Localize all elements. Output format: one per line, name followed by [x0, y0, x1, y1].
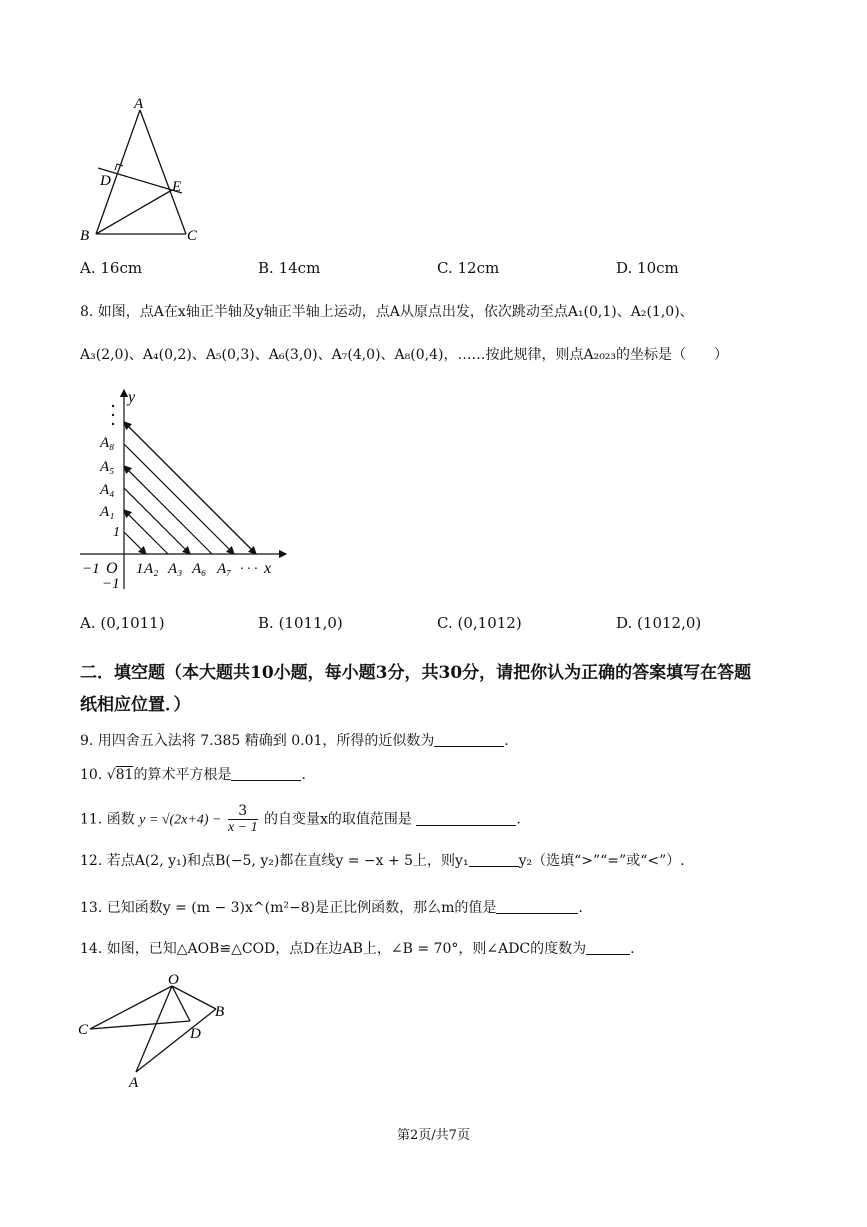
q8-option-a[interactable] [80, 614, 165, 632]
label-c: C [78, 1022, 89, 1038]
x-ellipsis: · · · [240, 562, 258, 577]
point-a6: A₆ [192, 561, 207, 577]
section-heading-line-1: 二．填空题（本大题共10小题，每小题3分，共30分，请把你认为正确的答案填写在答题 [80, 663, 752, 683]
question-12 [80, 850, 685, 870]
q14-answer-blank[interactable] [586, 940, 630, 955]
q12-text: 12. 若点A(2, y₁)和点B(−5, y₂)都在直线y = −x + 5上，则y₁ [80, 853, 469, 869]
q9-text: 9. 用四舍五入法将 7.385 精确到 0.01，所得的近似数为 [80, 733, 435, 749]
question-13 [80, 897, 583, 917]
label-e: E [172, 179, 182, 195]
q7-option-b[interactable] [258, 259, 320, 277]
option-letter: C. [437, 614, 453, 632]
q8-line-2: A₃(2,0)、A₄(0,2)、A₅(0,3)、A₆(3,0)、A₇(4,0)、A₈(0,4)，……按此规律，则点A₂₀₂₃的坐标是（ ） [80, 347, 729, 363]
q7-option-c[interactable] [437, 259, 499, 277]
option-text: 14cm [278, 259, 321, 277]
q8-option-d[interactable] [616, 614, 701, 632]
q14-text: 14. 如图，已知△AOB≌△COD，点D在边AB上，∠B = 70°，则∠ADC的度数为 [80, 941, 587, 957]
q11-fraction-denominator: x − 1 [227, 820, 258, 835]
point-a8: A₈ [100, 435, 115, 451]
q8-option-c[interactable] [437, 614, 522, 632]
q13-text: 13. 已知函数y = (m − 3)x^(m²−8)是正比例函数，那么m的值是 [80, 900, 497, 916]
point-a3: A₃ [168, 561, 183, 577]
option-letter: C. [437, 259, 453, 277]
q10-number: 10. [80, 767, 103, 783]
y-tick-1: 1 [113, 525, 120, 540]
q11-fraction [228, 803, 258, 836]
label-a: A [129, 1075, 139, 1090]
origin-label: O [106, 560, 118, 577]
q11-fraction-numerator: 3 [228, 803, 258, 820]
q13-end: . [578, 900, 583, 916]
option-text: (1012,0) [637, 614, 702, 632]
q12-answer-blank[interactable] [469, 852, 519, 867]
sqrt-symbol: √ [106, 767, 116, 783]
neg-y-label: −1 [102, 576, 120, 592]
q12-text-end: y₂（选填“>”“=”或“<”）. [518, 853, 685, 869]
x-tick-1: 1 [136, 561, 144, 577]
q9-end: . [504, 733, 509, 749]
y-axis-label: y [128, 389, 136, 406]
q11-end: . [516, 811, 521, 828]
label-o: O [168, 972, 179, 988]
label-c: C [187, 228, 198, 244]
option-text: (0,1012) [457, 614, 522, 632]
point-a1: A₁ [100, 504, 115, 520]
label-b: B [215, 1004, 225, 1020]
q10-answer-blank[interactable] [231, 766, 301, 781]
option-letter: B. [258, 259, 274, 277]
q11-expression: y = √(2x+4) − [139, 812, 222, 828]
q11-text: 的自变量x的取值范围是 [264, 811, 412, 828]
triangle-figure-q7 [76, 92, 206, 247]
point-a4: A₄ [100, 482, 115, 498]
coordinate-figure-q8 [76, 384, 291, 599]
q8-option-b[interactable] [258, 614, 343, 632]
point-a5: A₅ [100, 459, 115, 475]
q14-end: . [630, 941, 635, 957]
question-10 [80, 764, 306, 784]
q8-line-1: 8. 如图，点A在x轴正半轴及y轴正半轴上运动，点A从原点出发，依次跳动至点A₁(0,1)、A₂(1,0)、 [80, 304, 694, 320]
q11-answer-blank[interactable] [416, 811, 516, 826]
page-footer: 第2页/共7页 [397, 1128, 470, 1143]
option-text: 10cm [637, 259, 679, 277]
point-a2: A₂ [144, 561, 159, 577]
question-11 [80, 803, 521, 836]
label-b: B [80, 228, 90, 244]
option-letter: A. [80, 614, 96, 632]
label-a: A [134, 96, 144, 112]
q7-option-a[interactable] [80, 259, 142, 277]
question-14 [80, 938, 635, 958]
q10-text: 的算术平方根是 [133, 767, 232, 783]
option-letter: B. [258, 614, 274, 632]
option-text: (1011,0) [278, 614, 343, 632]
option-letter: A. [80, 259, 96, 277]
triangle-figure-q14 [76, 968, 236, 1090]
q10-end: . [301, 767, 306, 783]
question-9 [80, 730, 509, 750]
q10-radicand: 81 [115, 767, 134, 783]
option-text: 16cm [100, 259, 143, 277]
option-letter: D. [616, 259, 633, 277]
point-a7: A₇ [217, 561, 232, 577]
q11-number: 11. 函数 [80, 811, 135, 828]
label-d: D [190, 1026, 201, 1042]
q13-answer-blank[interactable] [496, 899, 578, 914]
q7-option-d[interactable] [616, 259, 679, 277]
q9-answer-blank[interactable] [434, 732, 504, 747]
label-d: D [100, 173, 111, 189]
neg-x-label: −1 [82, 561, 100, 577]
x-axis-label: x [264, 560, 272, 577]
option-letter: D. [616, 614, 633, 632]
option-text: (0,1011) [100, 614, 165, 632]
option-text: 12cm [457, 259, 500, 277]
section-heading-line-2: 纸相应位置．） [80, 695, 191, 715]
